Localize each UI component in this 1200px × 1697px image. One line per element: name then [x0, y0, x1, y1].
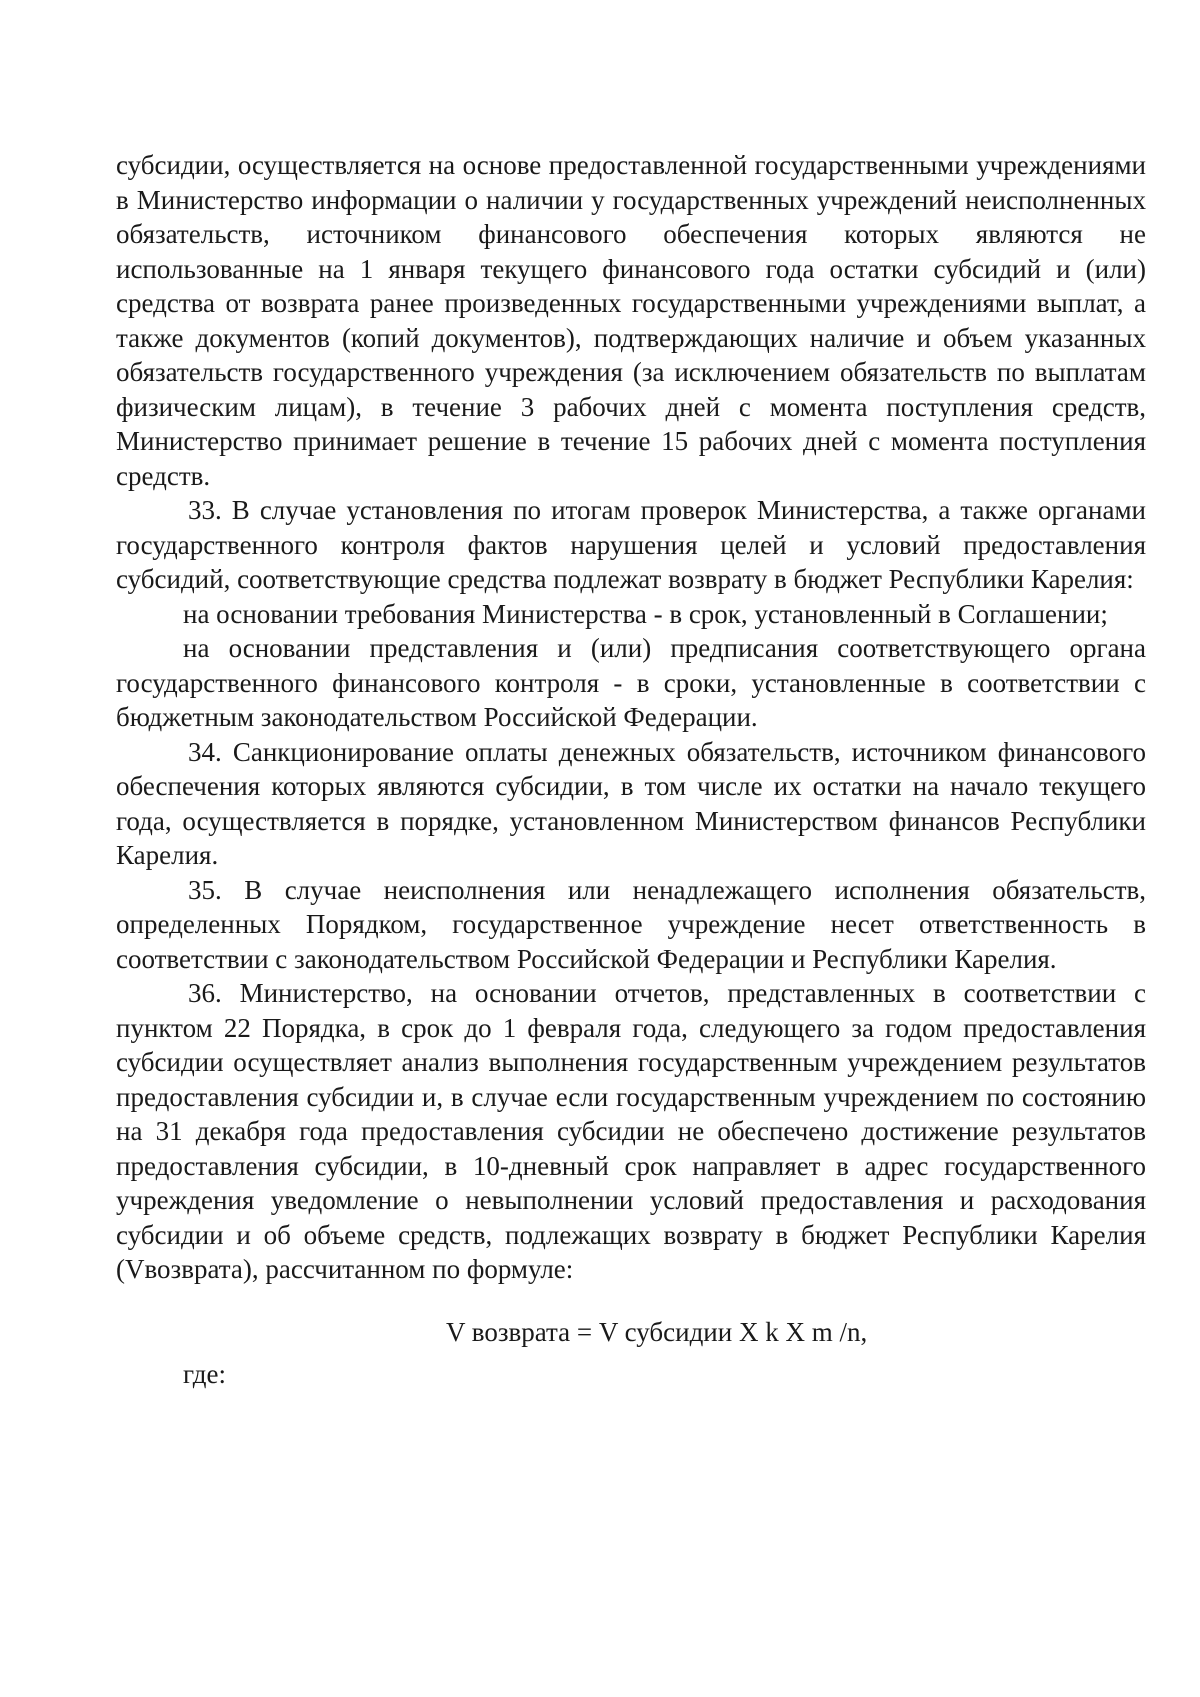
paragraph-33-item-representation: на основании представления и (или) предписания соответствующего органа государственного финансового контроля - в сроки, установленные в соответствии с бюджетным законодательством Российской Федерации. — [116, 633, 1146, 732]
paragraph-32-continuation: субсидии, осуществляется на основе предоставленной государственными учреждениями в Министерство информации о наличии у государственных учреждений неисполненных обязательств, источником финансового обеспечения которых являются не использованные на 1 января текущего финансового года остатки субсидий и (или) средства от возврата ранее произведенных государственными учреждениями выплат, а также документов (копий документов), подтверждающих наличие и объем указанных обязательств государственного учреждения (за исключением обязательств по выплатам физическим лицам), в течение 3 рабочих дней с момента поступления средств, Министерство принимает решение в течение 15 рабочих дней с момента поступления средств. — [116, 150, 1146, 491]
formula-where-label: где: — [183, 1359, 226, 1389]
paragraph-33: 33. В случае установления по итогам проверок Министерства, а также органами государственного контроля фактов нарушения целей и условий предоставления субсидий, соответствующие средства подлежат возврату в бюджет Республики Карелия: — [116, 495, 1146, 594]
document-body — [116, 148, 1146, 1392]
paragraph-34: 34. Санкционирование оплаты денежных обязательств, источником финансового обеспечения которых являются субсидии, в том числе их остатки на начало текущего года, осуществляется в порядке, установленном Министерством финансов Республики Карелия. — [116, 736, 1146, 870]
paragraph-35: 35. В случае неисполнения или ненадлежащего исполнения обязательств, определенных Порядком, государственное учреждение несет ответственность в соответствии с законодательством Российской Федерации и Республики Карелия. — [116, 874, 1146, 974]
paragraph-36: 36. Министерство, на основании отчетов, представленных в соответствии с пунктом 22 Порядка, в срок до 1 февраля года, следующего за годом предоставления субсидии осуществляет анализ выполнения государственным учреждением результатов предоставления субсидии и, в случае если государственным учреждением по состоянию на 31 декабря года предоставления субсидии не обеспечено достижение результатов предоставления субсидии, в 10-дневный срок направляет в адрес государственного учреждения уведомление о невыполнении условий предоставления и расходования субсидии и об объеме средств, подлежащих возврату в бюджет Республики Карелия (Vвозврата), рассчитанном по формуле: — [116, 978, 1146, 1284]
paragraph-33-item-requirement: на основании требования Министерства - в срок, установленный в Соглашении; — [183, 598, 1108, 629]
refund-formula: V возврата = V субсидии X k X m /n, — [446, 1316, 868, 1347]
